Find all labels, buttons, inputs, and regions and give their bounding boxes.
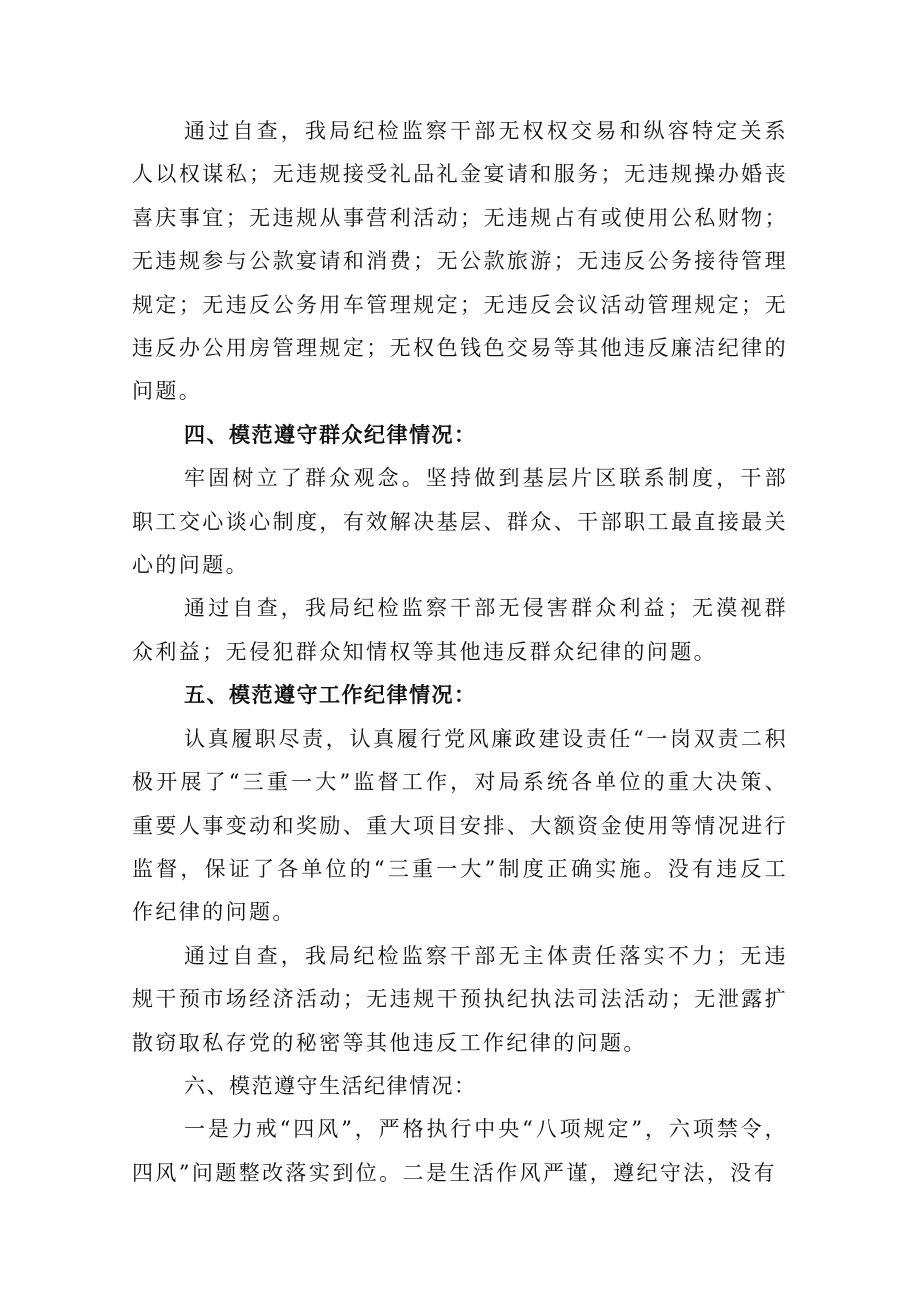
paragraph-work-self-check: 通过自查，我局纪检监察干部无主体责任落实不力；无违规干预市场经济活动；无违规干预执纪执法司法活动；无泄露扩散窃取私存党的秘密等其他违反工作纪律的问题。 (132, 943, 788, 1055)
paragraph-mass-concept: 牢固树立了群众观念。坚持做到基层片区联系制度，干部职工交心谈心制度，有效解决基层、群众、干部职工最直接最关心的问题。 (132, 466, 788, 578)
section-heading-work-discipline: 五、模范遵守工作纪律情况： (184, 683, 477, 708)
section-heading-mass-discipline: 四、模范遵守群众纪律情况： (184, 422, 477, 447)
paragraph-life-style: 一是力戒“四风”，严格执行中央“八项规定”，六项禁令，四风”问题整改落实到位。二是生活作风严谨，遵纪守法，没有 (132, 1117, 788, 1185)
paragraph-work-duties: 认真履职尽责，认真履行党风廉政建设责任“一岗双责二积极开展了“三重一大”监督工作，对局系统各单位的重大决策、重要人事变动和奖励、重大项目安排、大额资金使用等情况进行监督，保证了各单位的“三重一大”制度正确实施。没有违反工作纪律的问题。 (132, 726, 788, 925)
document-page (132, 110, 788, 1195)
paragraph-mass-self-check: 通过自查，我局纪检监察干部无侵害群众利益；无漠视群众利益；无侵犯群众知情权等其他违反群众纪律的问题。 (132, 596, 788, 664)
section-heading-life-discipline: 六、模范遵守生活纪律情况： (184, 1073, 477, 1098)
paragraph-integrity-self-check: 通过自查，我局纪检监察干部无权权交易和纵容特定关系人以权谋私；无违规接受礼品礼金宴请和服务；无违规操办婚丧喜庆事宜；无违规从事营利活动；无违规占有或使用公私财物；无违规参与公款宴请和消费；无公款旅游；无违反公务接待管理规定；无违反公务用车管理规定；无违反会议活动管理规定；无违反办公用房管理规定；无权色钱色交易等其他违反廉洁纪律的问题。 (132, 119, 788, 404)
